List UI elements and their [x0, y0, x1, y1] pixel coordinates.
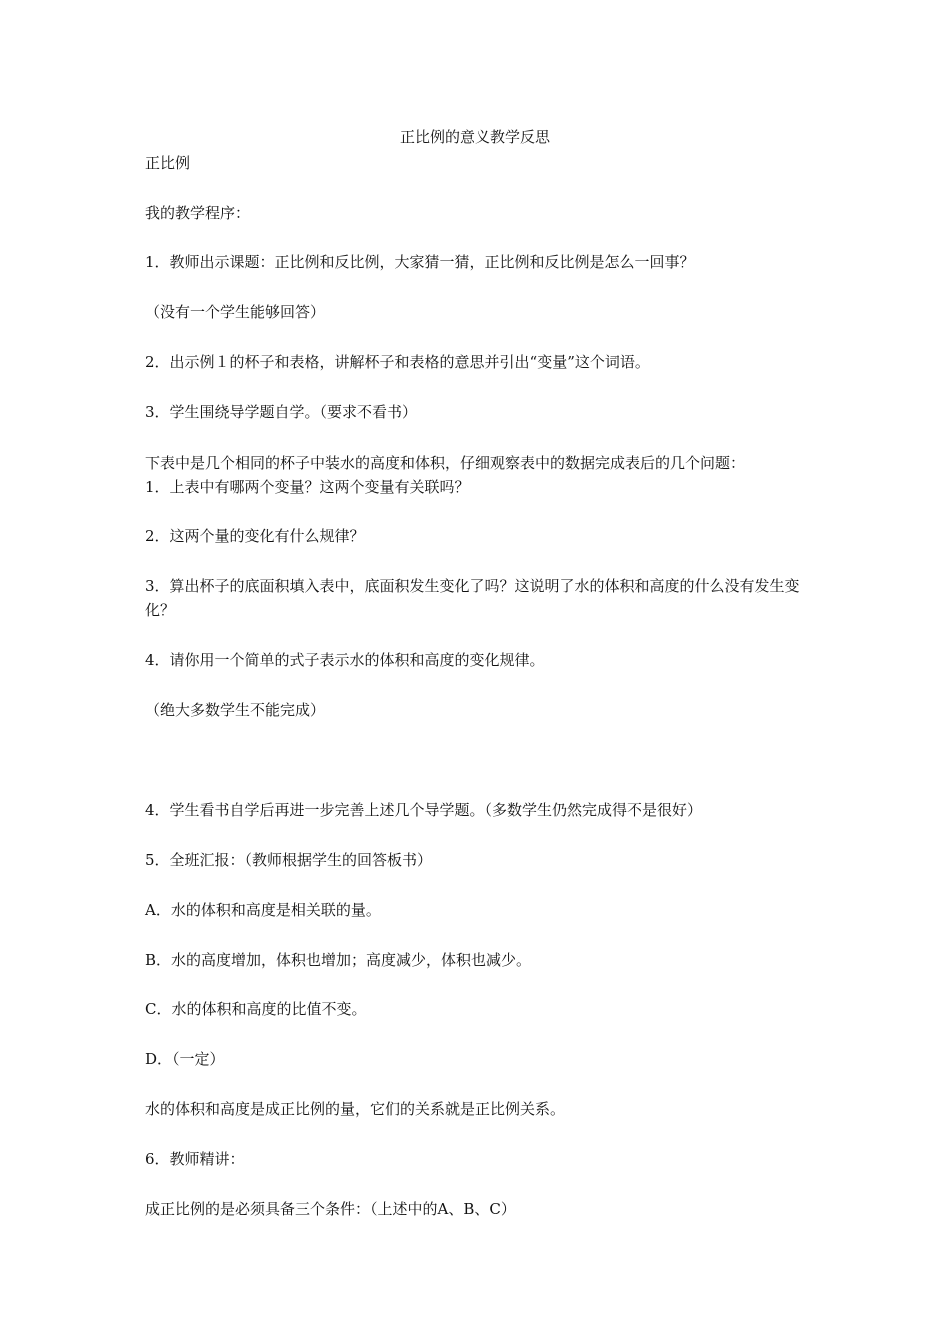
list-item: B．水的高度增加，体积也增加；高度减少，体积也减少。 [145, 951, 532, 969]
paragraph: 3．学生围绕导学题自学。（要求不看书） [145, 403, 418, 421]
paragraph: 4．学生看书自学后再进一步完善上述几个导学题。（多数学生仍然完成得不是很好） [145, 801, 703, 819]
paragraph: （没有一个学生能够回答） [145, 303, 326, 321]
question-item: 1．上表中有哪两个变量？这两个变量有关联吗？ [145, 478, 470, 496]
paragraph: 水的体积和高度是成正比例的量，它们的关系就是正比例关系。 [145, 1100, 566, 1118]
paragraph: 6．教师精讲： [145, 1150, 245, 1168]
paragraph: 下表中是几个相同的杯子中装水的高度和体积，仔细观察表中的数据完成表后的几个问题： [145, 454, 746, 472]
list-item: A．水的体积和高度是相关联的量。 [145, 901, 381, 919]
paragraph: 我的教学程序： [145, 204, 251, 222]
list-item: D．（一定） [145, 1050, 225, 1068]
paragraph: 2．出示例１的杯子和表格，讲解杯子和表格的意思并引出“变量”这个词语。 [145, 353, 650, 371]
document-title: 正比例的意义教学反思 [399, 128, 550, 146]
question-item: 2．这两个量的变化有什么规律？ [145, 527, 365, 545]
question-item: 4．请你用一个简单的式子表示水的体积和高度的变化规律。 [145, 651, 545, 669]
section-heading: 正比例 [145, 154, 191, 172]
paragraph: （绝大多数学生不能完成） [145, 701, 326, 719]
question-item: 3．算出杯子的底面积填入表中，底面积发生变化了吗？这说明了水的体积和高度的什么没有发生变化？ [145, 577, 800, 619]
paragraph: 1．教师出示课题：正比例和反比例，大家猜一猜，正比例和反比例是怎么一回事？ [145, 253, 695, 271]
list-item: C．水的体积和高度的比值不变。 [145, 1000, 367, 1018]
paragraph: 成正比例的是必须具备三个条件：（上述中的A、B、C） [145, 1200, 516, 1218]
paragraph: 5．全班汇报：（教师根据学生的回答板书） [145, 851, 433, 869]
